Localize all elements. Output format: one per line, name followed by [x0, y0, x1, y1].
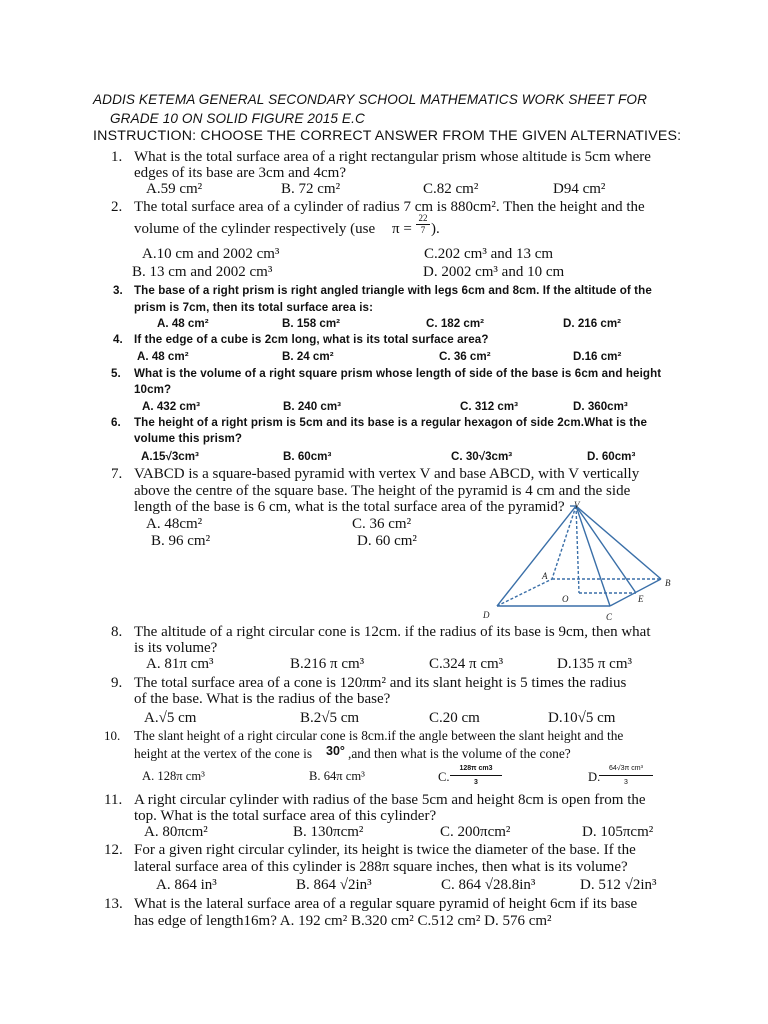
- question-9-option-a: A.√5 cm: [144, 710, 197, 726]
- question-7-line2: above the centre of the square base. The height of the pyramid is 4 cm and the side: [134, 483, 631, 499]
- pyramid-diagram: [476, 498, 686, 626]
- question-3-line1: The base of a right prism is right angled triangle with legs 6cm and 8cm. If the altitude of the: [134, 284, 652, 297]
- question-10-option-c-bar: [450, 775, 502, 776]
- question-8-line1: The altitude of a right circular cone is 12cm. if the radius of its base is 9cm, then what: [134, 624, 651, 640]
- question-2-number: 2.: [111, 199, 123, 215]
- question-6-option-b: B. 60cm³: [283, 450, 332, 463]
- question-10-line2-text: height at the vertex of the cone is: [134, 746, 313, 761]
- lateral-edge-vd: [497, 506, 576, 606]
- question-4-option-a: A. 48 cm²: [137, 350, 189, 363]
- instruction-text: INSTRUCTION: CHOOSE THE CORRECT ANSWER FROM THE GIVEN ALTERNATIVES:: [93, 128, 682, 144]
- question-1-option-b: B. 72 cm²: [281, 181, 341, 197]
- question-6-line2: volume this prism?: [134, 432, 243, 445]
- question-4-option-c: C. 36 cm²: [439, 350, 491, 363]
- question-10-option-d-denominator: 3: [624, 779, 628, 786]
- question-10-option-c-prefix: C.: [438, 770, 450, 784]
- question-7-line3: length of the base is 6 cm, what is the total surface area of the pyramid?: [134, 499, 565, 515]
- question-9-option-d: D.10√5 cm: [548, 710, 616, 726]
- question-11-line1: A right circular cylinder with radius of the base 5cm and height 8cm is open from the: [134, 792, 646, 808]
- question-11-option-b: B. 130πcm²: [293, 824, 364, 840]
- question-7-number: 7.: [111, 466, 123, 482]
- question-11-line2: top. What is the total surface area of this cylinder?: [134, 808, 437, 824]
- question-8-number: 8.: [111, 624, 123, 640]
- question-10-line2-end: ,and then what is the volume of the cone?: [348, 746, 571, 761]
- base-edge-da: [497, 579, 552, 606]
- question-11-number: 11.: [104, 792, 123, 808]
- question-3-number: 3.: [113, 284, 123, 297]
- label-e: E: [638, 594, 644, 604]
- question-2-option-b: B. 13 cm and 2002 cm³: [132, 264, 273, 280]
- question-10-option-c-numerator: 128π cm3: [459, 765, 493, 772]
- question-4-option-b: B. 24 cm²: [282, 350, 334, 363]
- label-o: O: [562, 594, 569, 604]
- question-11-option-c: C. 200πcm²: [440, 824, 511, 840]
- question-5-number: 5.: [111, 367, 121, 380]
- question-3-option-b: B. 158 cm²: [282, 317, 340, 330]
- question-4-option-d: D.16 cm²: [573, 350, 622, 363]
- question-1-option-a: A.59 cm²: [146, 181, 203, 197]
- height-vo: [576, 506, 579, 593]
- question-6-option-c: C. 30√3cm³: [451, 450, 513, 463]
- question-5-option-d: D. 360cm³: [573, 400, 628, 413]
- question-10-option-d-prefix: D.: [588, 770, 601, 784]
- question-2-line1: The total surface area of a cylinder of radius 7 cm is 880cm². Then the height and the: [134, 199, 645, 215]
- question-13-line2-with-options: has edge of length16m? A. 192 cm² B.320 cm² C.512 cm² D. 576 cm²: [134, 913, 552, 929]
- question-7-line1: VABCD is a square-based pyramid with vertex V and base ABCD, with V vertically: [134, 466, 640, 482]
- question-7-option-d: D. 60 cm²: [357, 533, 417, 549]
- question-5-option-c: C. 312 cm³: [460, 400, 518, 413]
- question-1-option-c: C.82 cm²: [423, 181, 479, 197]
- question-10-option-c-denominator: 3: [474, 779, 478, 786]
- label-v: V: [574, 500, 580, 510]
- question-2-line2-text: volume of the cylinder respectively (use: [134, 221, 376, 237]
- question-7-option-a: A. 48cm²: [146, 516, 203, 532]
- question-5-option-b: B. 240 cm³: [283, 400, 341, 413]
- header-title-line1: ADDIS KETEMA GENERAL SECONDARY SCHOOL MATHEMATICS WORK SHEET FOR: [93, 92, 648, 107]
- question-2-option-d: D. 2002 cm³ and 10 cm: [423, 264, 565, 280]
- question-9-line1: The total surface area of a cone is 120πm² and its slant height is 5 times the radius: [134, 675, 627, 691]
- question-12-option-a: A. 864 in³: [156, 877, 217, 893]
- question-12-option-c: C. 864 √28.8in³: [441, 877, 536, 893]
- question-4-line1: If the edge of a cube is 2cm long, what is its total surface area?: [134, 333, 489, 346]
- question-1-line1: What is the total surface area of a right rectangular prism whose altitude is 5cm where: [134, 149, 651, 165]
- question-12-line1: For a given right circular cylinder, its height is twice the diameter of the base. If the: [134, 842, 636, 858]
- question-10-option-b: B. 64π cm³: [309, 769, 365, 783]
- question-9-option-c: C.20 cm: [429, 710, 480, 726]
- question-11-option-d: D. 105πcm²: [582, 824, 654, 840]
- label-d: D: [483, 610, 490, 620]
- question-5-line1: What is the volume of a right square prism whose length of side of the base is 6cm and height: [134, 367, 662, 380]
- label-b: B: [665, 578, 671, 588]
- question-10-option-d-numerator: 64√3π cm³: [609, 765, 643, 772]
- question-6-option-a: A.15√3cm³: [141, 450, 199, 463]
- lateral-edge-va: [552, 506, 576, 579]
- question-10-option-d-bar: [599, 775, 653, 776]
- question-5-option-a: A. 432 cm³: [142, 400, 200, 413]
- question-8-option-d: D.135 π cm³: [557, 656, 632, 672]
- question-2-option-a: A.10 cm and 2002 cm³: [142, 246, 280, 262]
- question-7-option-b: B. 96 cm²: [151, 533, 211, 549]
- question-13-line1: What is the lateral surface area of a regular square pyramid of height 6cm if its base: [134, 896, 638, 912]
- question-10-line1: The slant height of a right circular cone is 8cm.if the angle between the slant height and the: [134, 728, 624, 743]
- question-1-option-d: D94 cm²: [553, 181, 606, 197]
- question-9-number: 9.: [111, 675, 123, 691]
- question-3-option-c: C. 182 cm²: [426, 317, 484, 330]
- question-2-fraction-denominator: 7: [420, 225, 426, 235]
- question-10-angle: 30°: [326, 744, 345, 758]
- question-3-option-d: D. 216 cm²: [563, 317, 621, 330]
- question-4-number: 4.: [113, 333, 123, 346]
- question-8-option-c: C.324 π cm³: [429, 656, 504, 672]
- question-5-line2: 10cm?: [134, 383, 172, 396]
- label-a: A: [542, 571, 548, 581]
- question-2-option-c: C.202 cm³ and 13 cm: [424, 246, 554, 262]
- question-2-fraction-numerator: 22: [418, 213, 428, 223]
- question-6-option-d: D. 60cm³: [587, 450, 636, 463]
- question-8-option-b: B.216 π cm³: [290, 656, 365, 672]
- label-c: C: [606, 612, 613, 622]
- question-10-option-a: A. 128π cm³: [142, 769, 205, 783]
- question-12-line2: lateral surface area of this cylinder is 288π square inches, then what is its volume?: [134, 859, 628, 875]
- question-12-option-d: D. 512 √2in³: [580, 877, 657, 893]
- question-2-line2-end: ).: [431, 221, 440, 237]
- question-13-number: 13.: [104, 896, 123, 912]
- header-title-line2: GRADE 10 ON SOLID FIGURE 2015 E.C: [110, 111, 365, 126]
- question-3-line2: prism is 7cm, then its total surface area is:: [134, 301, 374, 314]
- question-7-option-c: C. 36 cm²: [352, 516, 412, 532]
- question-8-line2: is its volume?: [134, 640, 218, 656]
- question-1-line2: edges of its base are 3cm and 4cm?: [134, 165, 346, 181]
- question-8-option-a: A. 81π cm³: [146, 656, 214, 672]
- question-1-number: 1.: [111, 149, 123, 165]
- question-11-option-a: A. 80πcm²: [144, 824, 208, 840]
- question-6-number: 6.: [111, 416, 121, 429]
- question-9-line2: of the base. What is the radius of the base?: [134, 691, 391, 707]
- question-2-pi-symbol: π =: [392, 221, 412, 237]
- question-12-option-b: B. 864 √2in³: [296, 877, 372, 893]
- question-3-option-a: A. 48 cm²: [157, 317, 209, 330]
- question-10-number: 10.: [104, 728, 121, 743]
- question-9-option-b: B.2√5 cm: [300, 710, 360, 726]
- question-6-line1: The height of a right prism is 5cm and its base is a regular hexagon of side 2cm.What is the: [134, 416, 648, 429]
- question-12-number: 12.: [104, 842, 123, 858]
